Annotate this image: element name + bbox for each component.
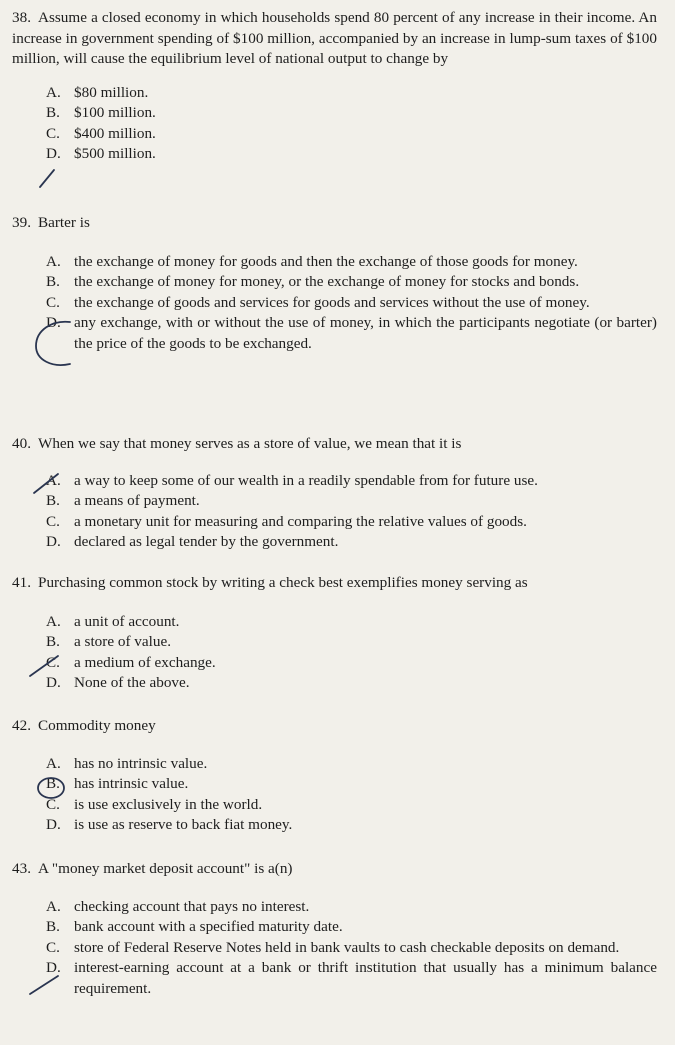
- question-41: [12, 573, 657, 694]
- option-a[interactable]: [12, 754, 657, 775]
- option-c[interactable]: [12, 653, 657, 674]
- option-a[interactable]: [12, 612, 657, 633]
- option-letter: C.: [46, 293, 60, 311]
- option-text: has intrinsic value.: [74, 775, 189, 792]
- question-stem: [12, 573, 657, 594]
- option-letter: D.: [46, 816, 61, 833]
- option-list: [12, 471, 657, 553]
- option-b[interactable]: [12, 774, 657, 795]
- option-text: a store of value.: [74, 633, 171, 650]
- question-number: 41.: [12, 574, 31, 591]
- option-d[interactable]: [12, 673, 657, 694]
- question-text: Purchasing common stock by writing a check best exemplifies money serving as: [38, 574, 528, 591]
- option-list: [12, 83, 657, 165]
- option-b[interactable]: [12, 491, 657, 512]
- question-number: 40.: [12, 435, 31, 452]
- option-list: [12, 252, 657, 355]
- option-letter: A.: [46, 754, 61, 772]
- option-text: declared as legal tender by the government.: [74, 533, 339, 550]
- option-letter: D.: [46, 959, 61, 976]
- option-a[interactable]: [12, 252, 657, 273]
- option-text: a means of payment.: [74, 492, 200, 509]
- option-a[interactable]: [12, 471, 657, 492]
- option-letter: A.: [46, 897, 61, 915]
- option-letter: A.: [46, 252, 61, 270]
- question-43: [12, 859, 657, 999]
- option-letter: B.: [46, 104, 60, 121]
- option-letter: B.: [46, 918, 60, 935]
- option-text: $500 million.: [74, 145, 156, 162]
- question-stem: [12, 213, 657, 234]
- question-text: Barter is: [38, 214, 90, 231]
- option-letter: B.: [46, 492, 60, 509]
- question-text: Commodity money: [38, 717, 156, 734]
- question-stem: [12, 859, 657, 880]
- option-d[interactable]: [12, 958, 657, 999]
- question-number: 39.: [12, 214, 31, 231]
- option-letter: D.: [46, 674, 61, 691]
- pen-slash-q38-d: [40, 170, 54, 187]
- option-text: a way to keep some of our wealth in a readily spendable from for future use.: [74, 471, 538, 489]
- question-stem: [12, 716, 657, 737]
- option-list: [12, 612, 657, 694]
- option-letter: C.: [46, 512, 60, 530]
- option-letter: D.: [46, 314, 61, 331]
- option-text: $400 million.: [74, 124, 156, 142]
- option-text: the exchange of money for goods and then the exchange of those goods for money.: [74, 252, 578, 270]
- option-c[interactable]: [12, 512, 657, 533]
- option-c[interactable]: [12, 124, 657, 145]
- option-text: interest-earning account at a bank or thrift institution that usually has a minimum balance requirement.: [74, 959, 657, 997]
- question-stem: [12, 434, 657, 455]
- option-text: $100 million.: [74, 104, 156, 121]
- option-d[interactable]: [12, 313, 657, 354]
- option-c[interactable]: [12, 795, 657, 816]
- question-39: [12, 213, 657, 354]
- option-text: a monetary unit for measuring and comparing the relative values of goods.: [74, 512, 527, 530]
- option-text: a unit of account.: [74, 612, 180, 630]
- option-text: is use exclusively in the world.: [74, 795, 263, 813]
- question-40: [12, 434, 657, 553]
- option-letter: A.: [46, 471, 61, 489]
- option-d[interactable]: [12, 532, 657, 553]
- question-number: 42.: [12, 717, 31, 734]
- question-42: [12, 716, 657, 836]
- option-letter: B.: [46, 775, 60, 792]
- option-b[interactable]: [12, 272, 657, 293]
- question-number: 38.: [12, 9, 31, 26]
- option-text: the exchange of money for money, or the exchange of money for stocks and bonds.: [74, 273, 580, 290]
- option-letter: B.: [46, 633, 60, 650]
- option-b[interactable]: [12, 103, 657, 124]
- option-letter: A.: [46, 612, 61, 630]
- option-c[interactable]: [12, 293, 657, 314]
- option-letter: C.: [46, 938, 60, 956]
- option-letter: A.: [46, 83, 61, 101]
- question-text: Assume a closed economy in which households spend 80 percent of any increase in their income. An increase in government spending of $100 million, accompanied by an increase in lump-sum taxes of $100 million, will cause the equilibrium level of national output to change by: [12, 9, 657, 67]
- option-b[interactable]: [12, 917, 657, 938]
- question-number: 43.: [12, 860, 31, 877]
- option-letter: C.: [46, 124, 60, 142]
- option-b[interactable]: [12, 632, 657, 653]
- option-a[interactable]: [12, 83, 657, 104]
- option-d[interactable]: [12, 144, 657, 165]
- option-letter: B.: [46, 273, 60, 290]
- option-text: the exchange of goods and services for goods and services without the use of money.: [74, 293, 590, 311]
- option-text: bank account with a specified maturity date.: [74, 918, 343, 935]
- option-d[interactable]: [12, 815, 657, 836]
- option-text: any exchange, with or without the use of money, in which the participants negotiate (or barter) the price of the goods to be exchanged.: [74, 314, 657, 352]
- option-list: [12, 754, 657, 836]
- question-38: [12, 8, 657, 165]
- option-letter: C.: [46, 795, 60, 813]
- question-stem: [12, 8, 657, 70]
- option-letter: D.: [46, 533, 61, 550]
- option-letter: D.: [46, 145, 61, 162]
- question-text: When we say that money serves as a store of value, we mean that it is: [38, 435, 462, 452]
- option-list: [12, 897, 657, 1000]
- option-text: store of Federal Reserve Notes held in bank vaults to cash checkable deposits on demand.: [74, 938, 620, 956]
- question-text: A "money market deposit account" is a(n): [38, 860, 293, 877]
- option-letter: C.: [46, 653, 60, 671]
- option-text: is use as reserve to back fiat money.: [74, 816, 293, 833]
- option-text: has no intrinsic value.: [74, 754, 208, 772]
- option-text: a medium of exchange.: [74, 653, 216, 671]
- option-c[interactable]: [12, 938, 657, 959]
- option-text: $80 million.: [74, 83, 149, 101]
- option-a[interactable]: [12, 897, 657, 918]
- option-text: None of the above.: [74, 674, 190, 691]
- option-text: checking account that pays no interest.: [74, 897, 310, 915]
